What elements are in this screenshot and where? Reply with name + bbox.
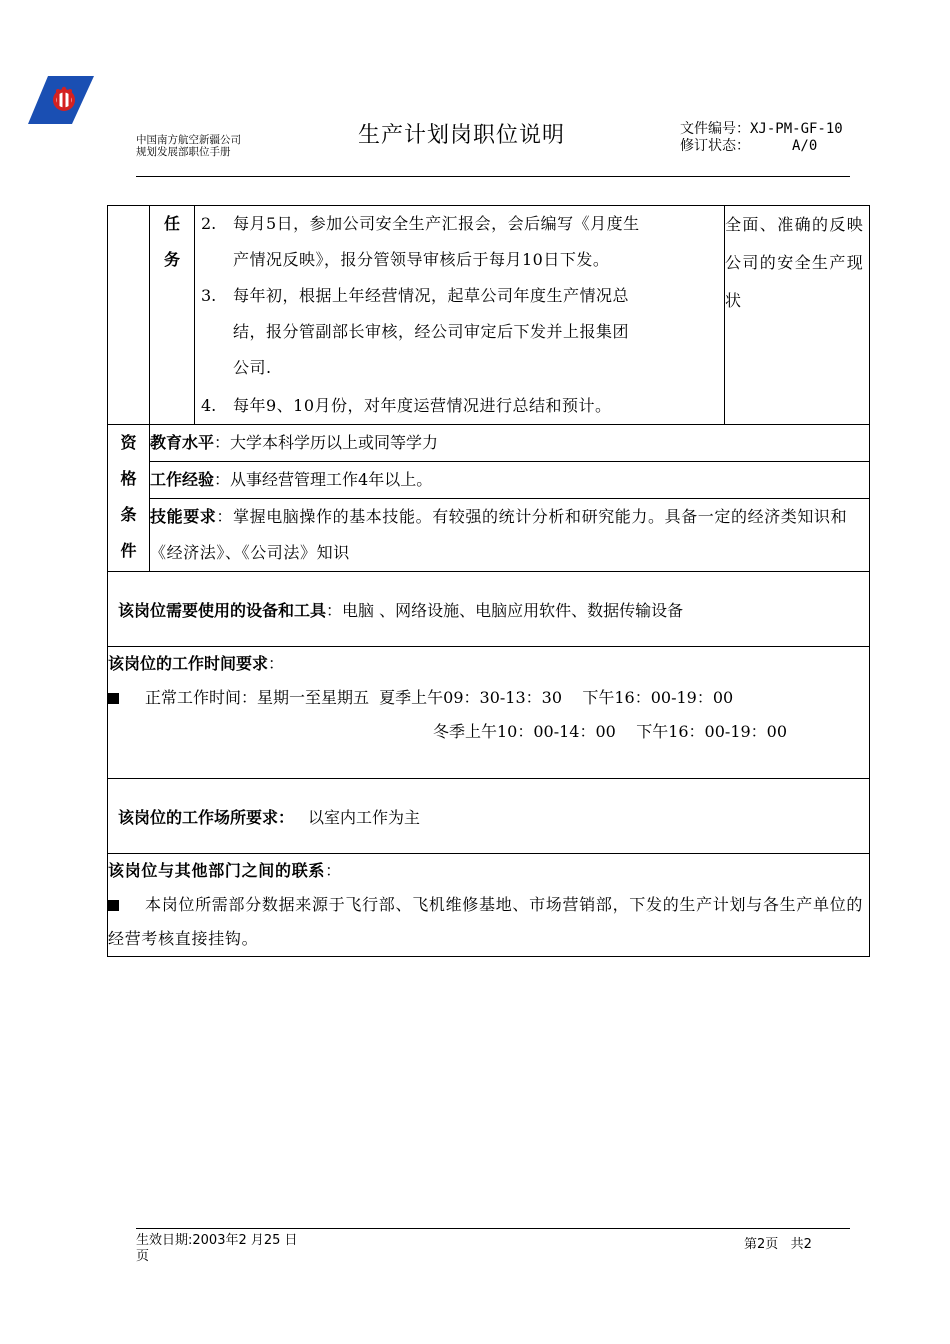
task-item xyxy=(201,388,718,424)
revision-value: A/0 xyxy=(792,138,818,154)
education-value: ：大学本科学历以上或同等学力 xyxy=(214,433,439,452)
experience-label: 工作经验 xyxy=(150,470,215,489)
task-line: 产情况反映》，报分管领导审核后于每月10日下发。 xyxy=(233,250,610,269)
document-title: 生产计划岗职位说明 xyxy=(358,123,566,148)
task-result-cell: 全面、准确的反映公司的安全生产现状 xyxy=(725,206,870,425)
tasks-blank-cell xyxy=(108,206,150,425)
task-line: 每年初，根据上年经营情况，起草公司年度生产情况总 xyxy=(233,286,630,305)
task-number: 4. xyxy=(201,396,217,415)
education-row xyxy=(108,425,870,462)
relations-cell xyxy=(108,854,870,957)
tasks-label-char: 任 xyxy=(163,214,180,233)
qualifications-label-char: 条 xyxy=(120,505,137,524)
effective-date-tail: 页 xyxy=(136,1249,150,1264)
workplace-value: 以室内工作为主 xyxy=(308,807,421,827)
workplace-row xyxy=(108,779,870,854)
airline-logo xyxy=(28,76,94,124)
skills-row xyxy=(108,499,870,572)
company-line-2: 规划发展部职位手册 xyxy=(136,146,231,158)
doc-number-label: 文件编号： xyxy=(680,121,750,137)
task-item xyxy=(201,278,718,386)
workplace-label: 该岗位的工作场所要求： xyxy=(118,807,295,827)
equipment-row xyxy=(108,572,870,647)
skills-value: ：掌握电脑操作的基本技能。有较强的统计分析和研究能力。具备一定的经济类知识和《经济法》、《公司法》知识 xyxy=(150,507,848,562)
task-number: 2. xyxy=(201,214,217,233)
task-number: 3. xyxy=(201,286,217,305)
relations-text: 本岗位所需部分数据来源于飞行部、飞机维修基地、市场营销部，下发的生产计划与各生产单位的经营考核直接挂钩。 xyxy=(108,895,864,948)
page-number: 第2页 共2 xyxy=(744,1237,812,1252)
skills-cell xyxy=(150,499,870,572)
company-name xyxy=(136,134,241,158)
bullet-square-icon xyxy=(108,900,119,911)
qualifications-label-char: 资 xyxy=(120,433,137,452)
experience-cell xyxy=(150,462,870,499)
tasks-content-cell xyxy=(195,206,725,425)
equipment-value: ：电脑 、网络设施、电脑应用软件、数据传输设备 xyxy=(326,600,684,620)
qualifications-label-char: 格 xyxy=(120,469,137,488)
effective-date-text: 生效日期:2003年2 月25 日 xyxy=(136,1233,298,1248)
work-time-label: 该岗位的工作时间要求 xyxy=(108,654,269,673)
education-cell xyxy=(150,425,870,462)
experience-row xyxy=(108,462,870,499)
relations-colon: ： xyxy=(325,861,342,880)
task-line: 结，报分管副部长审核，经公司审定后下发并上报集团 xyxy=(233,322,630,341)
relations-label: 该岗位与其他部门之间的联系 xyxy=(108,861,326,880)
skills-label: 技能要求 xyxy=(150,507,217,526)
qualifications-label-char: 件 xyxy=(120,541,137,560)
company-line-1: 中国南方航空新疆公司 xyxy=(136,134,241,146)
education-label: 教育水平 xyxy=(150,433,215,452)
doc-number-value: XJ-PM-GF-10 xyxy=(750,121,843,137)
task-line: 每年9、10月份，对年度运营情况进行总结和预计。 xyxy=(233,396,612,415)
qualifications-label-cell xyxy=(108,425,150,572)
work-time-colon: ： xyxy=(268,654,285,673)
job-description-table xyxy=(107,205,870,957)
equipment-cell xyxy=(108,572,870,647)
tasks-label-cell xyxy=(150,206,195,425)
revision-label: 修订状态： xyxy=(680,138,750,154)
bullet-square-icon xyxy=(108,693,119,704)
effective-date xyxy=(136,1233,298,1265)
experience-value: ：从事经营管理工作4年以上。 xyxy=(214,470,433,489)
tasks-row xyxy=(108,206,870,425)
work-time-line-2: 冬季上午10：00-14：00 下午16：00-19：00 xyxy=(433,722,788,741)
tasks-label-char: 务 xyxy=(163,250,180,269)
footer-divider xyxy=(136,1228,850,1229)
task-line: 每月5日，参加公司安全生产汇报会，会后编写《月度生 xyxy=(233,214,640,233)
header-divider xyxy=(136,176,850,177)
document-info xyxy=(680,121,843,155)
relations-row xyxy=(108,854,870,957)
equipment-label: 该岗位需要使用的设备和工具 xyxy=(118,600,327,620)
work-time-row xyxy=(108,647,870,779)
work-time-line-1: 正常工作时间：星期一至星期五 夏季上午09：30-13：30 下午16：00-19：00 xyxy=(145,688,734,707)
task-line: 公司. xyxy=(233,358,272,377)
work-time-cell xyxy=(108,647,870,779)
workplace-cell xyxy=(108,779,870,854)
task-item xyxy=(201,206,718,278)
